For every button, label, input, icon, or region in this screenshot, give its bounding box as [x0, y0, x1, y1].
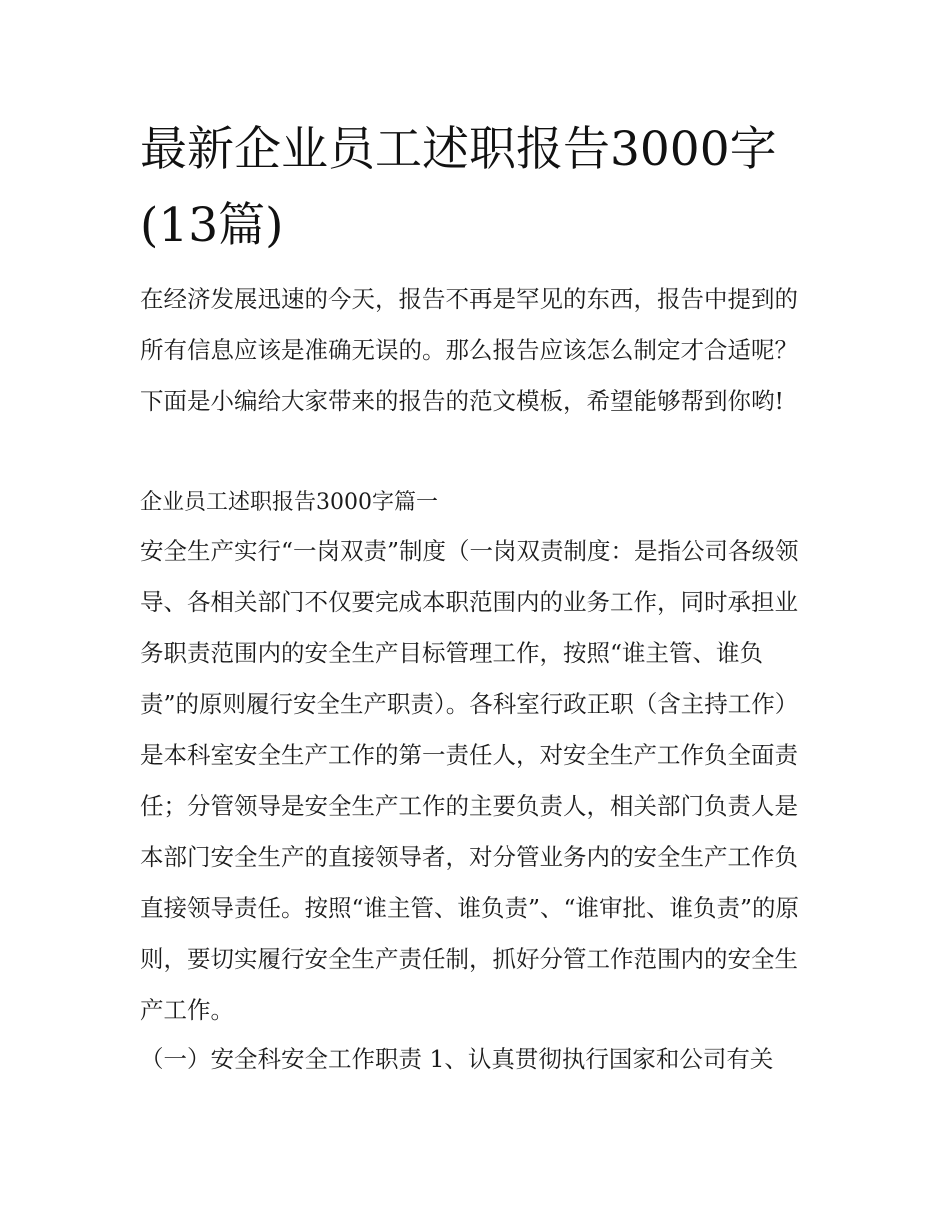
page-title: 最新企业员工述职报告3000字(13篇)	[140, 122, 777, 253]
body-paragraph: 安全生产实行“一岗双责”制度（一岗双责制度：是指公司各级领导、各相关部门不仅要完成本职范围内的业务工作，同时承担业务职责范围内的安全生产目标管理工作，按照“谁主管、谁负责”的原则履行安全生产职责）。各科室行政正职（含主持工作）是本科室安全生产工作的第一责任人，对安全生产工作负全面责任；分管领导是安全生产工作的主要负责人，相关部门负责人是本部门安全生产的直接领导者，对分管业务内的安全生产工作负直接领导责任。按照“谁主管、谁负责”、“谁审批、谁负责”的原则，要切实履行安全生产责任制，抓好分管工作范围内的安全生产工作。	[140, 537, 800, 1024]
intro-paragraph: 在经济发展迅速的今天，报告不再是罕见的东西，报告中提到的所有信息应该是准确无误的。那么报告应该怎么制定才合适呢？下面是小编给大家带来的报告的范文模板，希望能够帮到你哟!	[140, 285, 798, 415]
section-heading: 企业员工述职报告3000字篇一	[140, 490, 438, 515]
sub-item-paragraph: （一）安全科安全工作职责 1、认真贯彻执行国家和公司有关	[140, 1045, 774, 1073]
